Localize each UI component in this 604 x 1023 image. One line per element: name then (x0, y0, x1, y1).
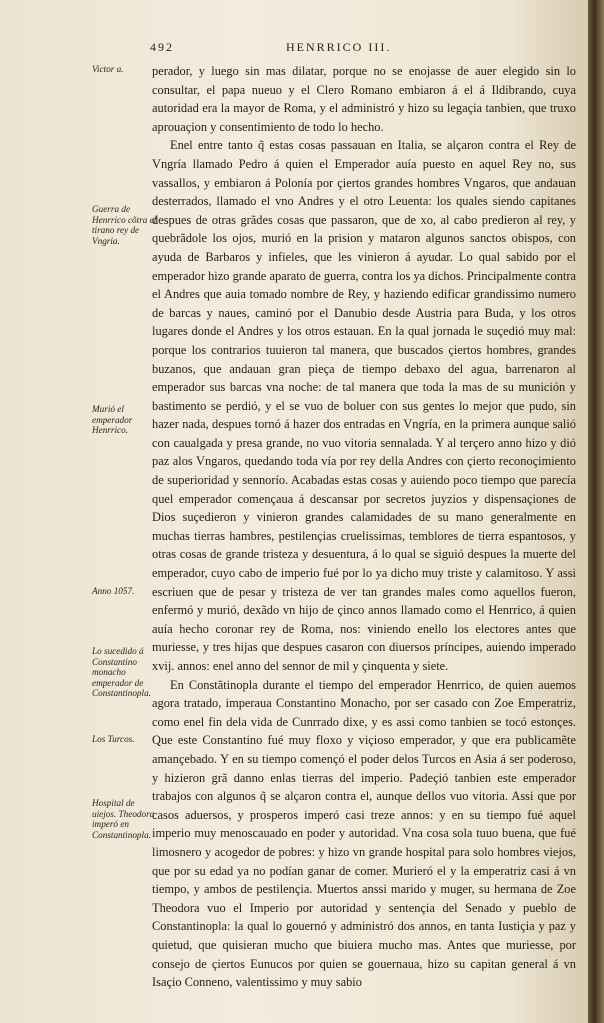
paragraph: Enel entre tanto q̃ estas cosas passauan en Italia, se alçaron contra el Rey de Vngría llamado Pedro á quien el Emperador auía puesto en aquel Rey no, sus vassallos, y embiaron á Polonía por çiertos grandes hombres Vngaros, que andauan desterrados, llamado el vno Andres y el otro Leuenta: los quales siendo capitanes despues de otras grãdes cosas que passaron, que de xo, al cabo predieron al rey, y quebrãdole los ojos, murió en la prision y mataron algunos sanctos obispos, con ayuda de Barbaros y infieles, que les vinieron á ayudar. Lo qual sabido por el emperador hizo grande aparato de guerra, contra los ya dichos. Principalmente contra el Andres que auia tomado nombre de Rey, y haziendo edificar grandissimo numero de barcas y naues, caminó por el Danubio desde Austria para Buda, y los otros lugares donde el Andres y los otros estauan. En la qual jornada le suçedió muy mal: porque los contrarios tuuieron tal manera, que buscados çiertos hombres, grandes buzanos, que andauan gran pieça de tiempo debaxo del agua, barrenaron al emperador sus barcas vna noche: de tal manera que toda la mas de su munición y bastimento se perdió, y el se vuo de boluer con sus gentes lo mejor que pudo, sin hazer nada, despues tornó á hazer dos entradas en Vngría, en la primera aunque salió con caualgada y presa grande, no vuo vitoria sennalada. Y al terçero anno hizo y dió paz alos Vngaros, quedando toda vía por rey della Andres con çierto reconoçimiento de superioridad y sennorío. Acabadas estas cosas y auiendo poco tiempo que parecía quel emperador començaua á descansar por secretos juyzios y dispensaçiones de Dios suçedieron y vinieron grandes calamidades de su mano generalmente en muchas tierras hambres, pestilençias cruelissimas, temblores de tierra espantosos, y otras cosas de grande tristeza y desuentura, á lo qual se siguió despues la muerte del emperador, cuyo cabo de imperio fué por lo ya dicho muy triste y calamitoso. Y assi escriuen que de pesar y tristeza de ver tan grandes males como aquellos fueron, enfermó y murió, dexãdo vn hijo de çinco annos llamado como el Henrrico, á quien auía hecho coronar rey de Roma, nos: viniendo enello los electores antes que muriesse, y tres hijas que despues casaron con diuersos príncipes, auiendo imperado xvij. annos: enel anno del sennor de mil y çinquenta y siete. (152, 138, 576, 673)
margin-note: Victor a. (92, 64, 124, 74)
page-header (150, 40, 480, 58)
margin-note: Hospital de uiejos. Theodora imperó en Constantinopla. (92, 798, 155, 840)
margin-note: Guerra de Henrrico cõtra el tirano rey de Vngria. (92, 204, 157, 246)
margin-note: Lo sucedido á Constantino monacho emperador de Constantinopla. (92, 646, 151, 698)
margin-note: Los Turcos. (92, 734, 135, 744)
folio-number: 492 (150, 40, 174, 54)
paragraph: En Constãtinopla durante el tiempo del emperador Henrrico, de quien auemos agora tratado, imperaua Constantino Monacho, por ser casado con Zoe Emperatriz, como enel fin dela vida de Cunrrado dixe, y es assi como tanbien se tocó estonçes. Que este Constantino fué muy floxo y viçioso emperador, y que era publicamẽte amançebado. Y en su tiempo començó el poder delos Turcos en Asia á ser poderoso, y hizieron grã danno enlas tierras del imperio. Padeçió tanbien este emperador trabajos con algunos q̃ se alçaron contra el, aunque dellos vuo vitoria. Assi que por casos aduersos, y prosperos imperó casi treze annos: y en su tiempo fué aquel imperio muy menoscauado en poder y autoridad. Vna cosa sola tuuo buena, que fué limosnero y acogedor de pobres: y hizo vn grande hospital para solo hombres viejos, que por su edad ya no podían ganar de comer. Murieró el y la emperatriz casi á vn tiempo, y ambos de pestilençia. Muertos anssi marido y muger, su hermana de Zoe Theodora vuo el Imperio por autoridad y sentençia del Senado y pueblo de Constantinopla: la qual lo gouernó y administró dos annos, en tanta Iustiçia y paz y quietud, que quisieran mucho que biuiera mucho mas. Antes que muriesse, por consejo de çiertos Eunucos por quien se gouernaua, hizo su capitan general á vn Isaçio Conneno, valentissimo y muy sabio (152, 677, 576, 990)
margin-note: Murió el emperador Henrrico. (92, 404, 133, 435)
book-spine-edge (588, 0, 604, 1023)
running-title: HENRRICO III. (286, 40, 392, 54)
body-text (152, 62, 576, 992)
paragraph: perador, y luego sin mas dilatar, porque no se enojasse de auer elegido sin lo consultar, el papa nueuo y el Clero Romano embiaron á el á Ildibrando, cuya autoridad era la mayor de Roma, y el administró y hizo su legaçia tanbien, que truxo aprouaçion y consentimiento de todo lo hecho. (152, 64, 576, 134)
margin-note: Anno 1057. (92, 586, 135, 596)
